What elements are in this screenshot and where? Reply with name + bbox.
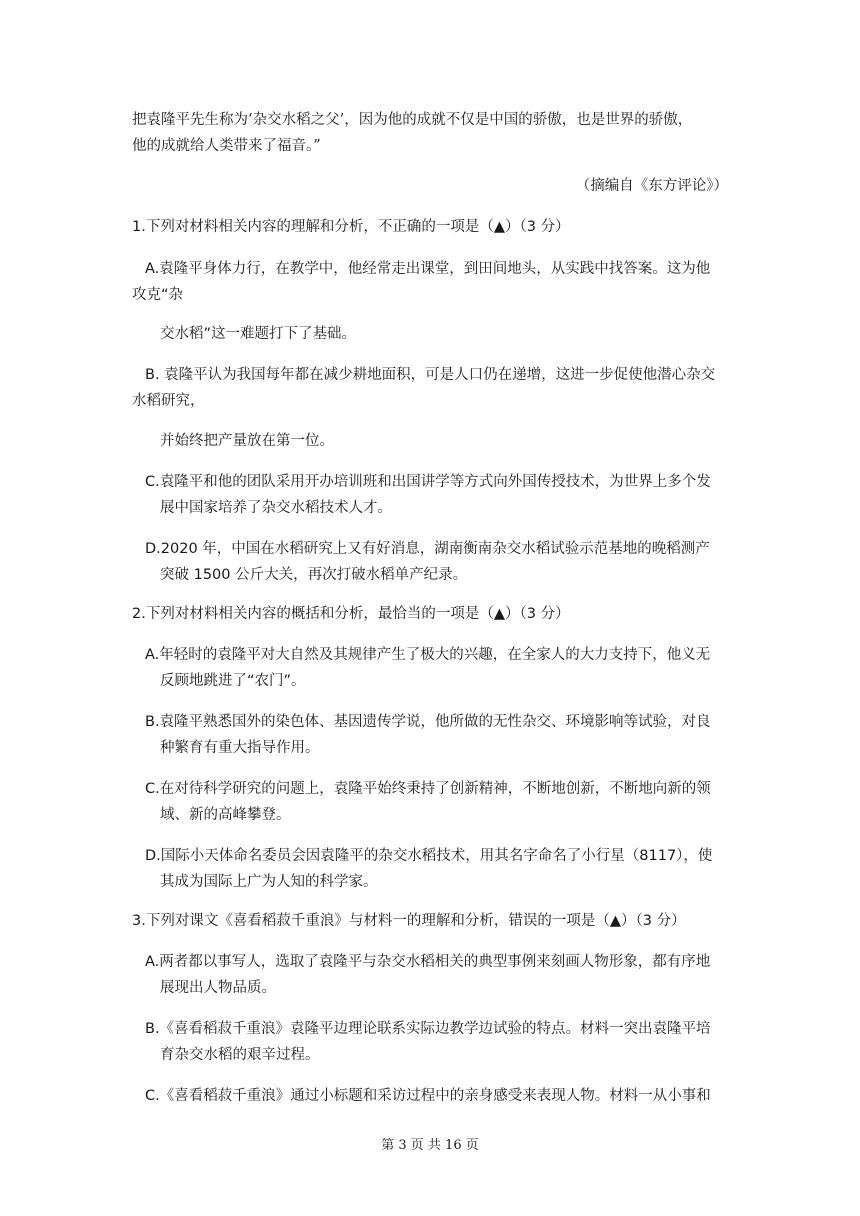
q3-option-b-line-1: B.《喜看稻菽千重浪》袁隆平边理论联系实际边教学边试验的特点。材料一突出袁隆平培 [145, 1021, 711, 1037]
q2-option-d-line-2: 其成为国际上广为人知的科学家。 [160, 874, 378, 890]
q1-option-a-line-3: 交水稻”这一难题打下了基础。 [160, 326, 357, 342]
source-citation: （摘编自《东方评论》） [575, 178, 728, 194]
question-2-stem: 2.下列对材料相关内容的概括和分析，最恰当的一项是（▲）（3 分） [132, 606, 570, 622]
q1-option-a-line-2: 攻克“杂 [132, 287, 184, 303]
q1-option-a-line-1: A.袁隆平身体力行，在教学中，他经常走出课堂，到田间地头，从实践中找答案。这为他 [145, 261, 711, 277]
page-footer: 第 3 页 共 16 页 [381, 1138, 479, 1153]
intro-line-1: 把袁隆平先生称为‘杂交水稻之父’，因为他的成就不仅是中国的骄傲，也是世界的骄傲， [132, 112, 693, 128]
intro-line-2: 他的成就给人类带来了福音。” [132, 138, 321, 154]
q3-option-a-line-1: A.两者都以事写人，选取了袁隆平与杂交水稻相关的典型事例来刻画人物形象，都有序地 [145, 954, 711, 970]
q1-option-c-line-2: 展中国家培养了杂交水稻技术人才。 [160, 500, 392, 516]
q2-option-c-line-2: 域、新的高峰攀登。 [160, 807, 291, 823]
q1-option-d-line-2: 突破 1500 公斤大关，再次打破水稻单产纪录。 [160, 567, 468, 583]
q1-option-d-line-1: D.2020 年，中国在水稻研究上又有好消息，湖南衡南杂交水稻试验示范基地的晚稻测产 [145, 541, 710, 557]
q2-option-a-line-1: A.年轻时的袁隆平对大自然及其规律产生了极大的兴趣，在全家人的大力支持下，他义无 [145, 647, 711, 663]
question-3-stem: 3.下列对课文《喜看稻菽千重浪》与材料一的理解和分析，错误的一项是（▲）（3 分） [132, 913, 686, 929]
q2-option-b-line-1: B.袁隆平熟悉国外的染色体、基因遗传学说，他所做的无性杂交、环境影响等试验，对良 [145, 714, 711, 730]
q2-option-b-line-2: 种繁育有重大指导作用。 [160, 740, 320, 756]
question-1-stem: 1.下列对材料相关内容的理解和分析，不正确的一项是（▲）（3 分） [132, 219, 570, 235]
q3-option-a-line-2: 展现出人物品质。 [160, 980, 276, 996]
q1-option-b-line-3: 并始终把产量放在第一位。 [160, 433, 334, 449]
q1-option-b-line-2: 水稻研究， [132, 393, 205, 409]
q2-option-c-line-1: C.在对待科学研究的问题上，袁隆平始终秉持了创新精神，不断地创新，不断地向新的领 [145, 781, 711, 797]
q1-option-b-line-1: B. 袁隆平认为我国每年都在减少耕地面积，可是人口仍在递增，这进一步促使他潜心杂交 [145, 367, 716, 383]
q2-option-a-line-2: 反顾地跳进了“农门”。 [160, 673, 306, 689]
q2-option-d-line-1: D.国际小天体命名委员会因袁隆平的杂交水稻技术，用其名字命名了小行星（8117），使 [145, 848, 713, 864]
q3-option-b-line-2: 育杂交水稻的艰辛过程。 [160, 1047, 320, 1063]
q3-option-c-line-1: C.《喜看稻菽千重浪》通过小标题和采访过程中的亲身感受来表现人物。材料一从小事和 [145, 1088, 711, 1104]
q1-option-c-line-1: C.袁隆平和他的团队采用开办培训班和出国讲学等方式向外国传授技术，为世界上多个发 [145, 474, 711, 490]
